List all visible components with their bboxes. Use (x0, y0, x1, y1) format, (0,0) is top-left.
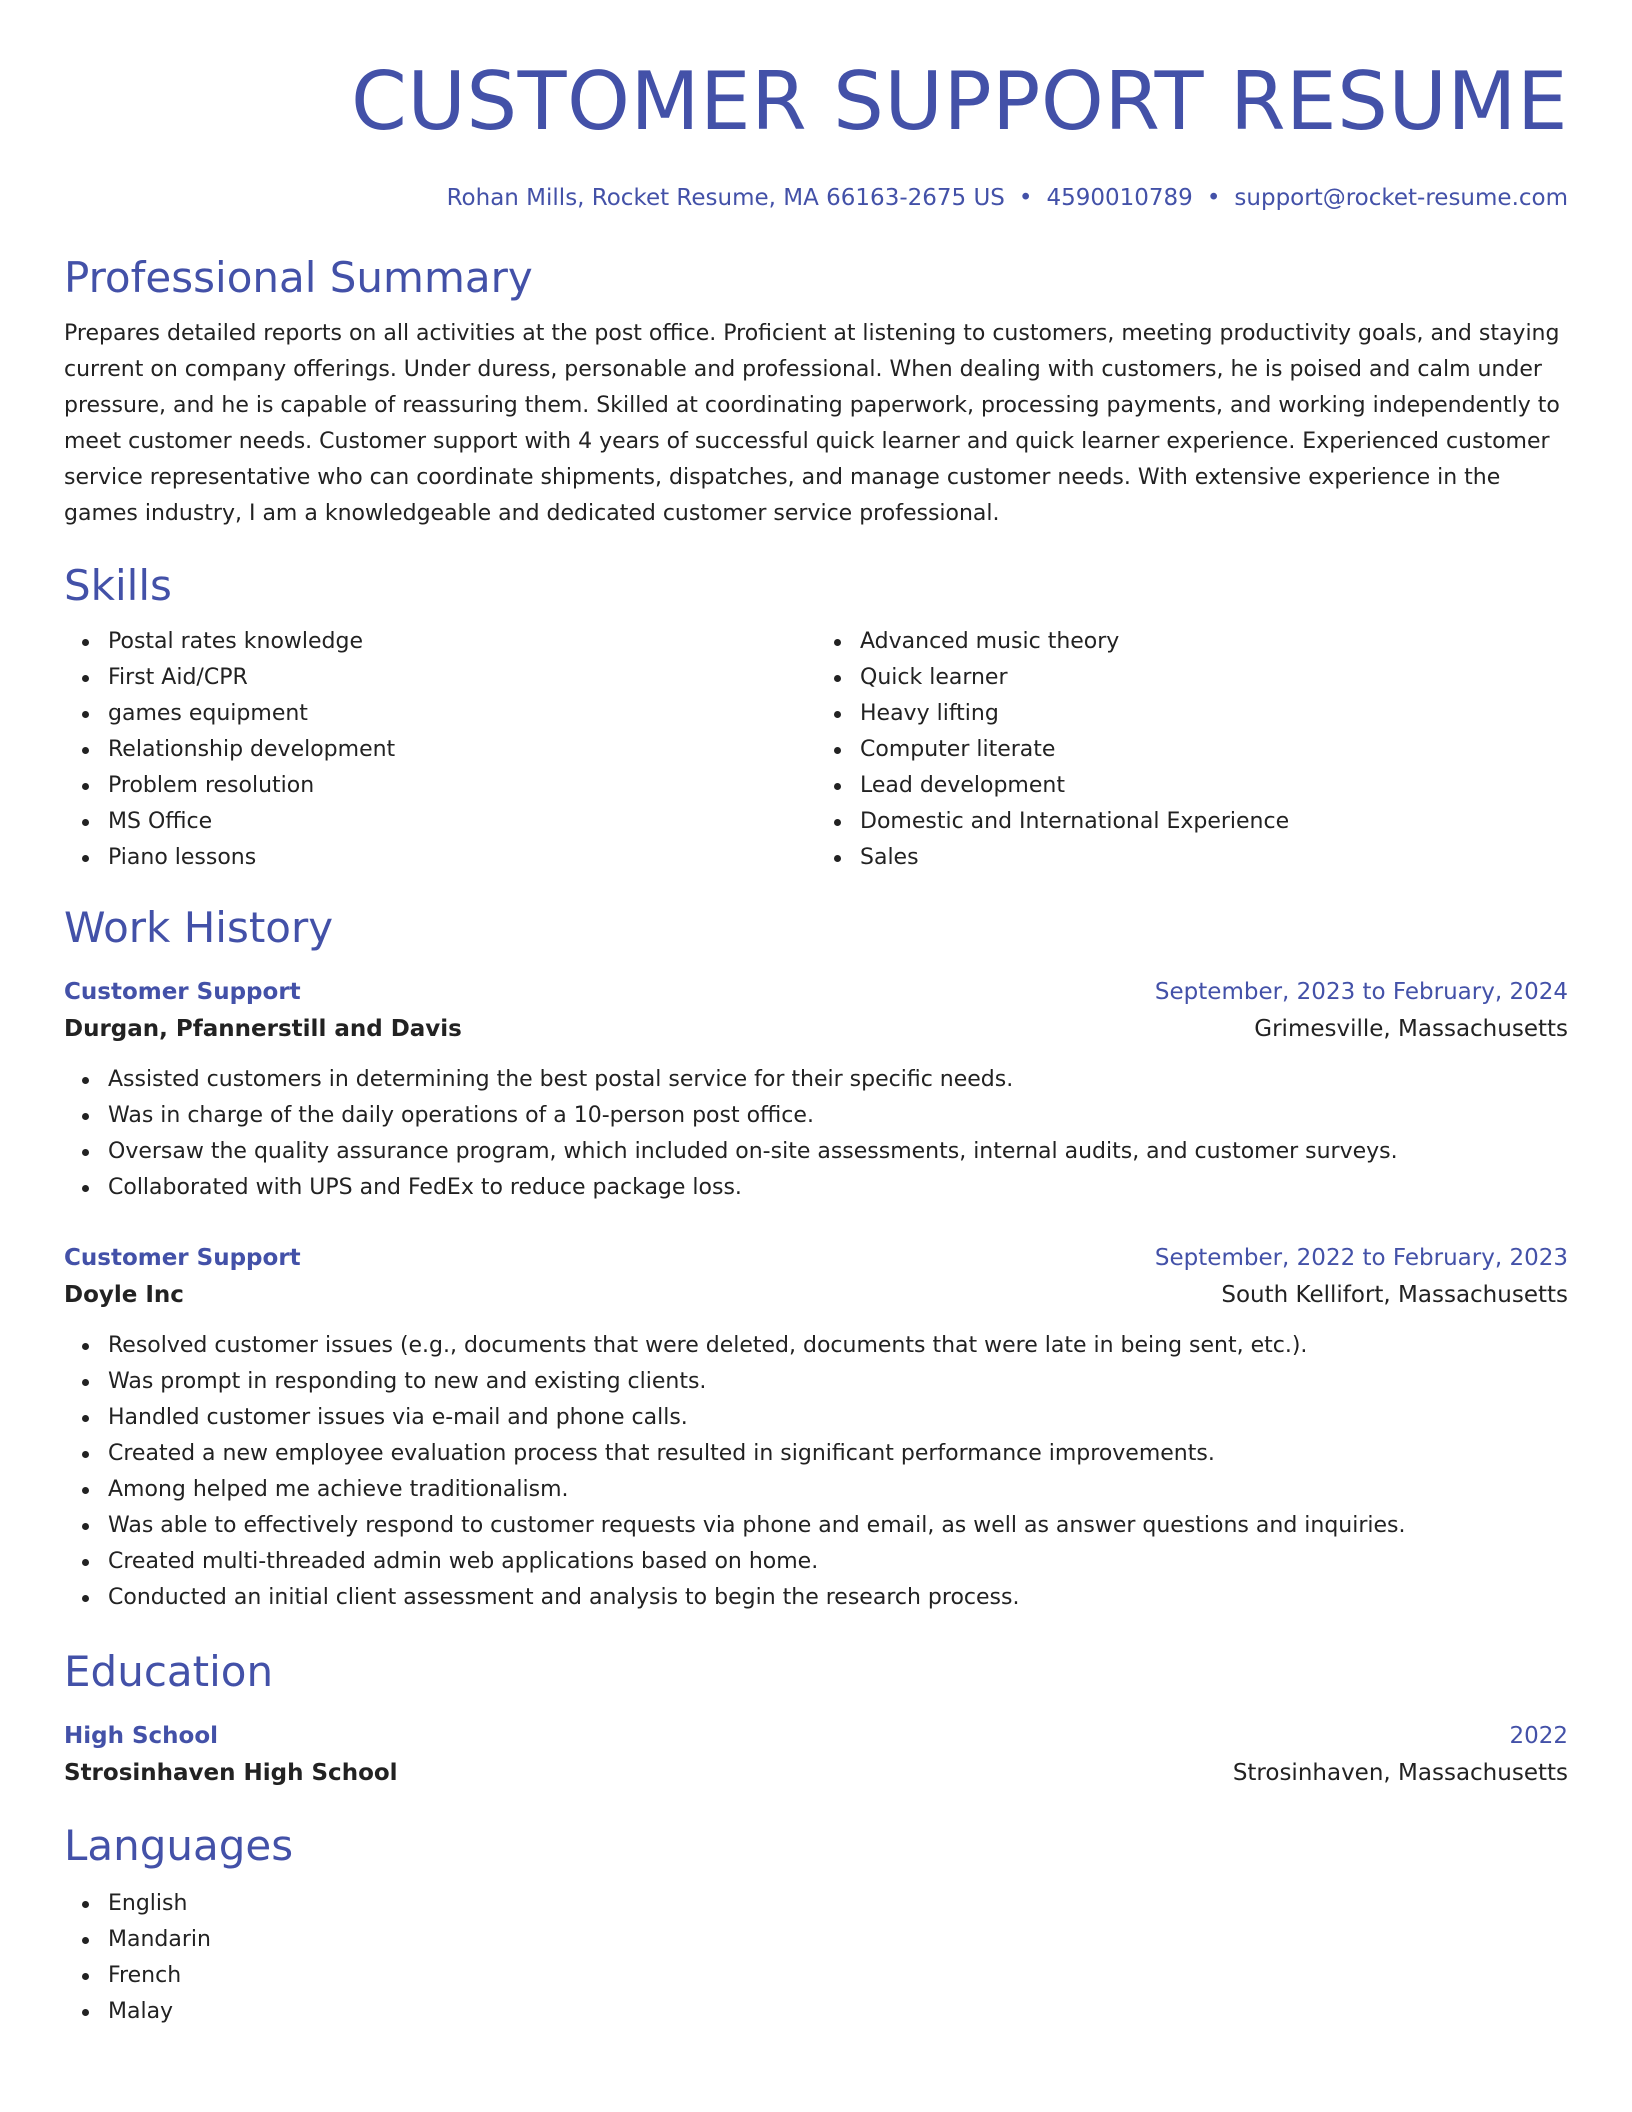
skill-item: Lead development (860, 768, 1568, 804)
contact-separator: • (1206, 185, 1221, 211)
job-bullet: Assisted customers in determining the best postal service for their specific needs. (108, 1062, 1568, 1098)
summary-text: Prepares detailed reports on all activities at the post office. Proficient at listening to customers, meeting productivity goals, and staying current on company offerings. Under duress, personable and professional. When dealing with customers, he is poised and calm under pressure, and he is capable of reassuring them. Skilled at coordinating paperwork, processing payments, and working independently to meet customer needs. Customer support with 4 years of successful quick learner and quick learner experience. Experienced customer service representative who can coordinate shipments, dispatches, and manage customer needs. With extensive experience in the games industry, I am a knowledgeable and dedicated customer service professional. (64, 321, 1560, 526)
job-dates: September, 2022 to February, 2023 (1154, 1245, 1568, 1271)
job-bullet: Was in charge of the daily operations of a 10-person post office. (108, 1098, 1568, 1134)
job-entry (64, 974, 1568, 1206)
section-heading-work-history: Work History (64, 903, 334, 952)
skill-item: games equipment (108, 696, 816, 732)
language-item: English (108, 1886, 1568, 1922)
contact-email: support@rocket-resume.com (1234, 185, 1568, 211)
contact-address: Rohan Mills, Rocket Resume, MA 66163-2675 US (446, 185, 1005, 211)
skills-column-right (816, 624, 1568, 876)
job-dates: September, 2023 to February, 2024 (1154, 979, 1568, 1005)
language-item: Mandarin (108, 1922, 1568, 1958)
skill-item: Relationship development (108, 732, 816, 768)
education-header-row (64, 1718, 1568, 1754)
language-item: Malay (108, 1994, 1568, 2030)
education-degree: High School (64, 1723, 219, 1749)
job-bullet: Created multi-threaded admin web applications based on home. (108, 1544, 1568, 1580)
job-bullet: Among helped me achieve traditionalism. (108, 1472, 1568, 1508)
section-heading-skills: Skills (64, 561, 172, 610)
job-bullets (64, 1062, 1568, 1206)
skills-column-left (64, 624, 816, 876)
job-bullet: Was able to effectively respond to customer requests via phone and email, as well as answer questions and inquiries. (108, 1508, 1568, 1544)
education-school: Strosinhaven High School (64, 1760, 398, 1786)
work-history-section (64, 900, 1568, 1616)
job-bullet: Collaborated with UPS and FedEx to reduce package loss. (108, 1170, 1568, 1206)
job-bullet: Resolved customer issues (e.g., documents that were deleted, documents that were late in being sent, etc.). (108, 1328, 1568, 1364)
job-company: Doyle Inc (64, 1282, 184, 1308)
skills-grid (64, 624, 1568, 876)
skill-item: Sales (860, 840, 1568, 876)
education-year: 2022 (1509, 1723, 1568, 1749)
section-heading-languages: Languages (64, 1821, 294, 1870)
resume-title: CUSTOMER SUPPORT RESUME (350, 55, 1568, 148)
job-bullet: Was prompt in responding to new and existing clients. (108, 1364, 1568, 1400)
education-entry (64, 1718, 1568, 1792)
languages-section (64, 1818, 1568, 2030)
job-header-row (64, 974, 1568, 1010)
section-heading-education: Education (64, 1647, 274, 1696)
job-location: Grimesville, Massachusetts (1254, 1016, 1568, 1042)
skill-item: Postal rates knowledge (108, 624, 816, 660)
job-title: Customer Support (64, 1245, 301, 1271)
job-bullet: Handled customer issues via e-mail and phone calls. (108, 1400, 1568, 1436)
skill-item: Piano lessons (108, 840, 816, 876)
skill-item: Domestic and International Experience (860, 804, 1568, 840)
job-bullets (64, 1328, 1568, 1616)
skill-item: Computer literate (860, 732, 1568, 768)
job-bullet: Created a new employee evaluation process that resulted in significant performance improvements. (108, 1436, 1568, 1472)
education-section (64, 1644, 1568, 1792)
skill-item: Heavy lifting (860, 696, 1568, 732)
education-location: Strosinhaven, Massachusetts (1232, 1760, 1568, 1786)
language-item: French (108, 1958, 1568, 1994)
professional-summary-section (64, 250, 1568, 532)
job-company-row (64, 1276, 1568, 1314)
skill-item: First Aid/CPR (108, 660, 816, 696)
skill-item: Problem resolution (108, 768, 816, 804)
skill-item: Quick learner (860, 660, 1568, 696)
job-bullet: Oversaw the quality assurance program, which included on-site assessments, internal audits, and customer surveys. (108, 1134, 1568, 1170)
job-company-row (64, 1010, 1568, 1048)
skill-item: Advanced music theory (860, 624, 1568, 660)
education-school-row (64, 1754, 1568, 1792)
contact-line (64, 182, 1568, 214)
skill-item: MS Office (108, 804, 816, 840)
contact-separator: • (1018, 185, 1033, 211)
job-entry (64, 1240, 1568, 1616)
skills-section (64, 558, 1568, 876)
section-heading-summary: Professional Summary (64, 253, 533, 302)
contact-phone: 4590010789 (1046, 185, 1193, 211)
job-header-row (64, 1240, 1568, 1276)
resume-header (64, 50, 1568, 214)
languages-list (64, 1886, 1568, 2030)
job-location: South Kellifort, Massachusetts (1221, 1282, 1568, 1308)
job-company: Durgan, Pfannerstill and Davis (64, 1016, 462, 1042)
job-bullet: Conducted an initial client assessment and analysis to begin the research process. (108, 1580, 1568, 1616)
job-title: Customer Support (64, 979, 301, 1005)
